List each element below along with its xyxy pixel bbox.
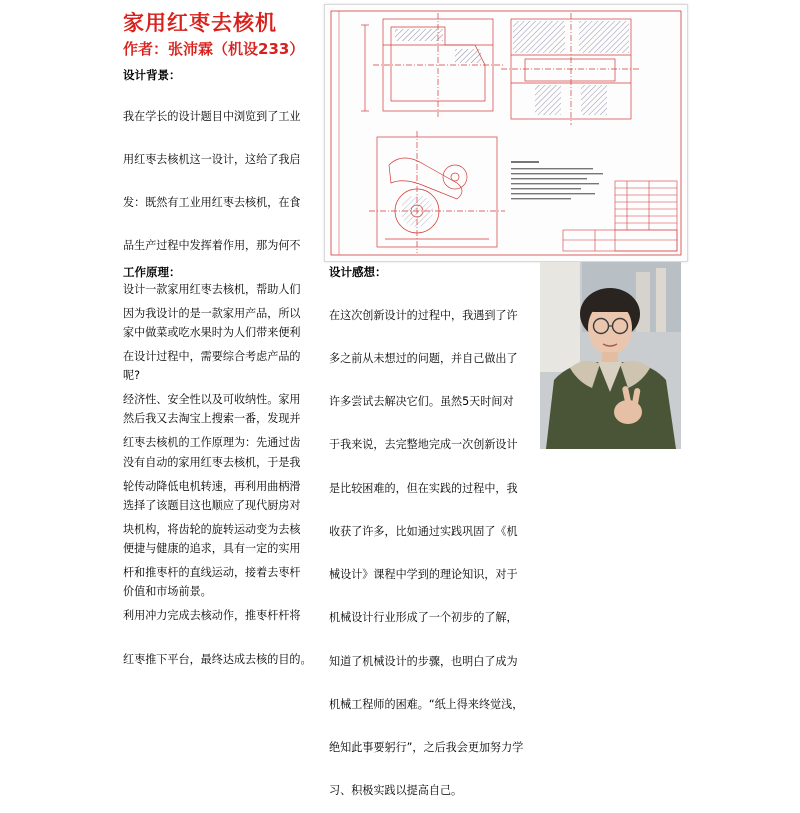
principle-line: 在设计过程中，需要综合考虑产品的	[123, 350, 301, 364]
background-line: 没有自动的家用红枣去核机，于是我	[123, 455, 301, 469]
reflection-text	[329, 280, 523, 813]
principle-text	[123, 278, 312, 681]
principle-line: 轮传动降低电机转速，再利用曲柄滑	[123, 479, 301, 493]
reflection-line: 习、积极实践以提高自己。	[329, 784, 463, 798]
background-line: 我在学长的设计题目中浏览到了工业	[123, 109, 301, 123]
principle-line: 红枣推下平台，最终达成去核的目的。	[123, 652, 312, 666]
reflection-line: 许多尝试去解决它们。虽然5天时间对	[329, 395, 514, 409]
engineering-drawing	[324, 4, 688, 262]
reflection-line: 收获了许多，比如通过实践巩固了《机	[329, 524, 518, 538]
background-line: 发：既然有工业用红枣去核机，在食	[123, 196, 301, 210]
principle-heading: 工作原理：	[123, 265, 181, 279]
background-line: 选择了该题目这也顺应了现代厨房对	[123, 498, 301, 512]
author-line: 作者：张沛霖（机设233）	[123, 40, 305, 58]
reflection-line: 机械工程师的困难。“纸上得来终觉浅，	[329, 697, 524, 711]
background-line: 品生产过程中发挥着作用，那为何不	[123, 239, 301, 253]
reflection-line: 机械设计行业形成了一个初步的了解，	[329, 611, 518, 625]
reflection-heading: 设计感想：	[329, 265, 387, 279]
page-title: 家用红枣去核机	[123, 11, 277, 35]
author-photo	[540, 262, 681, 449]
reflection-line: 绝知此事要躬行”，之后我会更加努力学	[329, 741, 524, 754]
background-line: 然后我又去淘宝上搜索一番，发现并	[123, 412, 301, 426]
reflection-line: 在这次创新设计的过程中，我遇到了许	[329, 308, 518, 322]
principle-line: 块机构，将齿轮的旋转运动变为去核	[123, 522, 301, 536]
background-heading: 设计背景：	[123, 68, 181, 82]
background-line: 家中做菜或吃水果时为人们带来便利	[123, 325, 301, 339]
reflection-line: 于我来说，去完整地完成一次创新设计	[329, 438, 518, 452]
background-line: 用红枣去核机这一设计，这给了我启	[123, 153, 301, 167]
principle-line: 因为我设计的是一款家用产品，所以	[123, 306, 301, 320]
principle-line: 杆和推枣杆的直线运动，接着去枣杆	[123, 566, 301, 580]
reflection-line: 械设计》课程中学到的理论知识，对于	[329, 568, 518, 582]
reflection-line: 知道了机械设计的步骤，也明白了成为	[329, 654, 518, 668]
background-line: 便捷与健康的追求，具有一定的实用	[123, 542, 301, 555]
principle-line: 红枣去核机的工作原理为：先通过齿	[123, 436, 301, 450]
principle-line: 利用冲力完成去核动作，推枣杆杆将	[123, 609, 301, 623]
background-line: 价值和市场前景。	[123, 585, 212, 599]
background-line: 呢?	[123, 369, 140, 383]
reflection-line: 多之前从未想过的问题，并自己做出了	[329, 352, 518, 366]
background-line: 设计一款家用红枣去核机，帮助人们	[123, 282, 301, 296]
reflection-line: 是比较困难的，但在实践的过程中，我	[329, 481, 518, 495]
principle-line: 经济性、安全性以及可收纳性。家用	[123, 393, 301, 407]
